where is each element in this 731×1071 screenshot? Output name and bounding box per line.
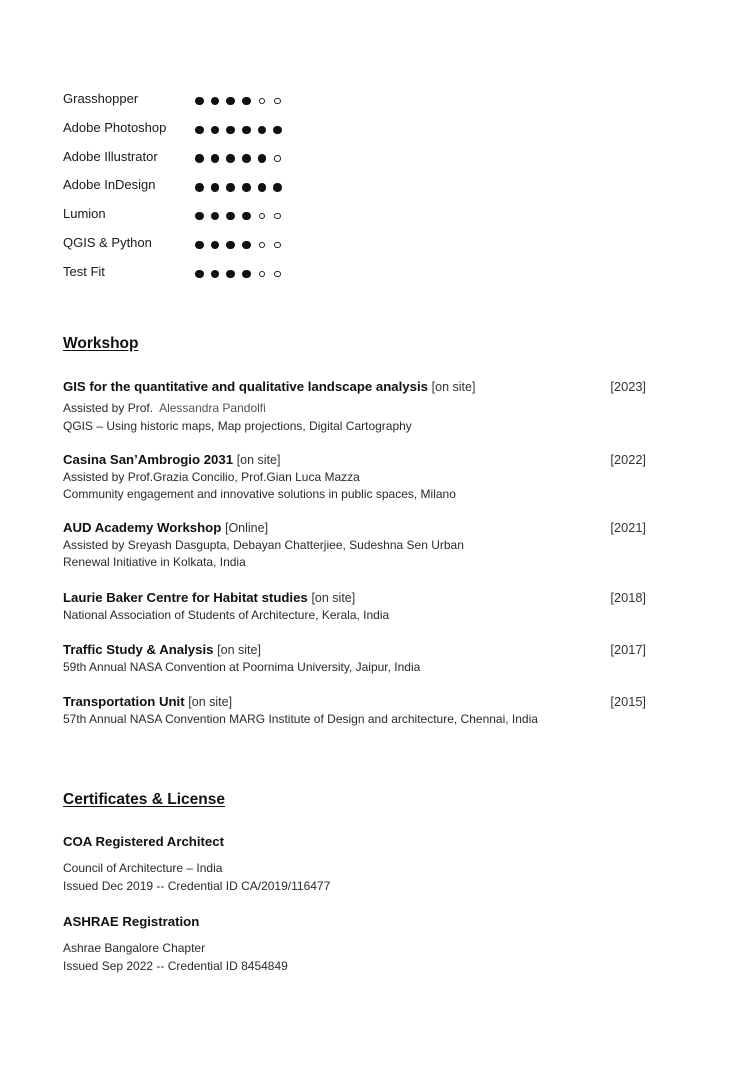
empty-dot-icon — [259, 242, 266, 249]
entry-detail: 59th Annual NASA Convention at Poornima University, Jaipur, India — [63, 660, 421, 674]
entry-year: [2023] — [610, 379, 646, 394]
skill-name: Grasshopper — [63, 91, 139, 106]
entry-mode: [on site] — [236, 453, 281, 467]
skill-row — [63, 90, 363, 119]
filled-dot-icon — [258, 126, 267, 135]
skill-rating — [195, 239, 289, 251]
skill-name: Adobe Illustrator — [63, 148, 158, 164]
filled-dot-icon — [258, 154, 267, 163]
empty-dot-icon — [274, 213, 281, 220]
filled-dot-icon — [242, 183, 251, 192]
entry-title: Casina San’Ambrogio 2031 — [63, 452, 234, 467]
workshop-entry — [63, 378, 648, 435]
entry-title-line — [63, 378, 648, 396]
entry-title: Traffic Study & Analysis — [63, 642, 214, 657]
workshop-entry — [63, 693, 648, 728]
entry-title: Laurie Baker Centre for Habitat studies — [63, 590, 308, 605]
workshop-entry — [63, 589, 648, 624]
entry-mode: [on site] — [188, 695, 233, 709]
certificate-credential: Issued Sep 2022 -- Credential ID 8454849 — [63, 958, 288, 973]
entry-title: Transportation Unit — [63, 694, 185, 709]
skill-name: Adobe InDesign — [63, 177, 156, 193]
filled-dot-icon — [195, 154, 204, 163]
entry-detail: 57th Annual NASA Convention MARG Institute of Design and architecture, Chennai, India — [63, 712, 538, 726]
filled-dot-icon — [195, 183, 204, 192]
entry-year: [2015] — [610, 694, 646, 709]
certificate-issuer: Ashrae Bangalore Chapter — [63, 941, 206, 955]
certificate-issuer: Council of Architecture – India — [63, 861, 223, 875]
filled-dot-icon — [273, 126, 282, 135]
entry-title-line — [63, 693, 648, 711]
entry-detail — [63, 400, 648, 417]
filled-dot-icon — [195, 97, 204, 106]
entry-detail: Renewal Initiative in Kolkata, India — [63, 555, 246, 569]
skill-rating — [195, 95, 289, 107]
empty-dot-icon — [274, 242, 281, 249]
workshop-entry — [63, 451, 648, 503]
filled-dot-icon — [226, 212, 235, 221]
entry-mode: [on site] — [217, 643, 261, 657]
filled-dot-icon — [258, 183, 267, 192]
filled-dot-icon — [211, 97, 220, 106]
certificate-title: COA Registered Architect — [63, 834, 224, 849]
filled-dot-icon — [195, 241, 204, 250]
skill-row — [63, 148, 363, 177]
entry-mode: [Online] — [224, 521, 269, 535]
skill-row — [63, 263, 363, 292]
skill-name: Lumion — [63, 206, 106, 222]
skill-row — [63, 234, 363, 263]
skill-row — [63, 205, 363, 234]
workshop-entry — [63, 641, 648, 676]
filled-dot-icon — [226, 183, 235, 192]
entry-detail-name: Alessandra Pandolfi — [159, 401, 266, 415]
entry-detail: Assisted by Prof.Grazia Concilio, Prof.Gian Luca Mazza — [63, 470, 360, 484]
filled-dot-icon — [226, 270, 235, 279]
certificate-item — [63, 833, 563, 895]
filled-dot-icon — [195, 126, 204, 135]
empty-dot-icon — [274, 98, 281, 105]
empty-dot-icon — [274, 155, 281, 162]
skill-name: Test Fit — [63, 263, 105, 279]
filled-dot-icon — [226, 126, 235, 135]
entry-title-line — [63, 519, 648, 537]
filled-dot-icon — [226, 241, 235, 250]
skill-rating — [195, 181, 289, 193]
entry-year: [2018] — [610, 590, 646, 605]
filled-dot-icon — [242, 241, 251, 250]
entry-detail: QGIS – Using historic maps, Map projections, Digital Cartography — [63, 419, 412, 433]
filled-dot-icon — [195, 212, 204, 221]
entry-detail: National Association of Students of Architecture, Kerala, India — [63, 608, 390, 622]
entry-detail: Assisted by Sreyash Dasgupta, Debayan Chatterjiee, Sudeshna Sen Urban — [63, 538, 464, 552]
skill-row — [63, 119, 363, 148]
empty-dot-icon — [259, 98, 266, 105]
entry-title: GIS for the quantitative and qualitative landscape analysis — [63, 379, 428, 394]
entry-detail-prefix: Assisted by Prof. — [63, 401, 154, 415]
filled-dot-icon — [195, 270, 204, 279]
filled-dot-icon — [242, 212, 251, 221]
filled-dot-icon — [242, 126, 251, 135]
filled-dot-icon — [211, 212, 220, 221]
filled-dot-icon — [226, 97, 235, 106]
filled-dot-icon — [273, 183, 282, 192]
filled-dot-icon — [226, 154, 235, 163]
entry-year: [2022] — [610, 452, 646, 467]
filled-dot-icon — [211, 270, 220, 279]
skill-rating — [195, 124, 289, 136]
certificate-item — [63, 913, 563, 975]
skill-row — [63, 176, 363, 205]
empty-dot-icon — [259, 213, 266, 220]
filled-dot-icon — [242, 97, 251, 106]
workshop-heading: Workshop — [63, 335, 139, 352]
entry-mode: [on site] — [311, 591, 356, 605]
empty-dot-icon — [259, 271, 266, 278]
filled-dot-icon — [211, 154, 220, 163]
filled-dot-icon — [211, 241, 220, 250]
filled-dot-icon — [242, 154, 251, 163]
empty-dot-icon — [274, 271, 281, 278]
filled-dot-icon — [242, 270, 251, 279]
entry-mode: [on site] — [431, 380, 476, 394]
filled-dot-icon — [211, 183, 220, 192]
certificates-heading: Certificates & License — [63, 791, 225, 808]
entry-year: [2017] — [610, 642, 646, 657]
entry-title-line — [63, 451, 648, 469]
skill-name: Adobe Photoshop — [63, 119, 167, 135]
skills-list — [63, 90, 363, 292]
entry-title-line — [63, 641, 648, 659]
entry-title-line — [63, 589, 648, 607]
skill-rating — [195, 268, 289, 280]
workshop-entry — [63, 519, 648, 571]
entry-detail: Community engagement and innovative solutions in public spaces, Milano — [63, 487, 456, 501]
skill-rating — [195, 153, 289, 165]
filled-dot-icon — [211, 126, 220, 135]
entry-year: [2021] — [610, 520, 646, 535]
certificate-title: ASHRAE Registration — [63, 914, 200, 929]
certificate-credential: Issued Dec 2019 -- Credential ID CA/2019/116477 — [63, 878, 331, 893]
skill-name: QGIS & Python — [63, 234, 152, 250]
entry-title: AUD Academy Workshop — [63, 520, 222, 535]
skill-rating — [195, 210, 289, 222]
